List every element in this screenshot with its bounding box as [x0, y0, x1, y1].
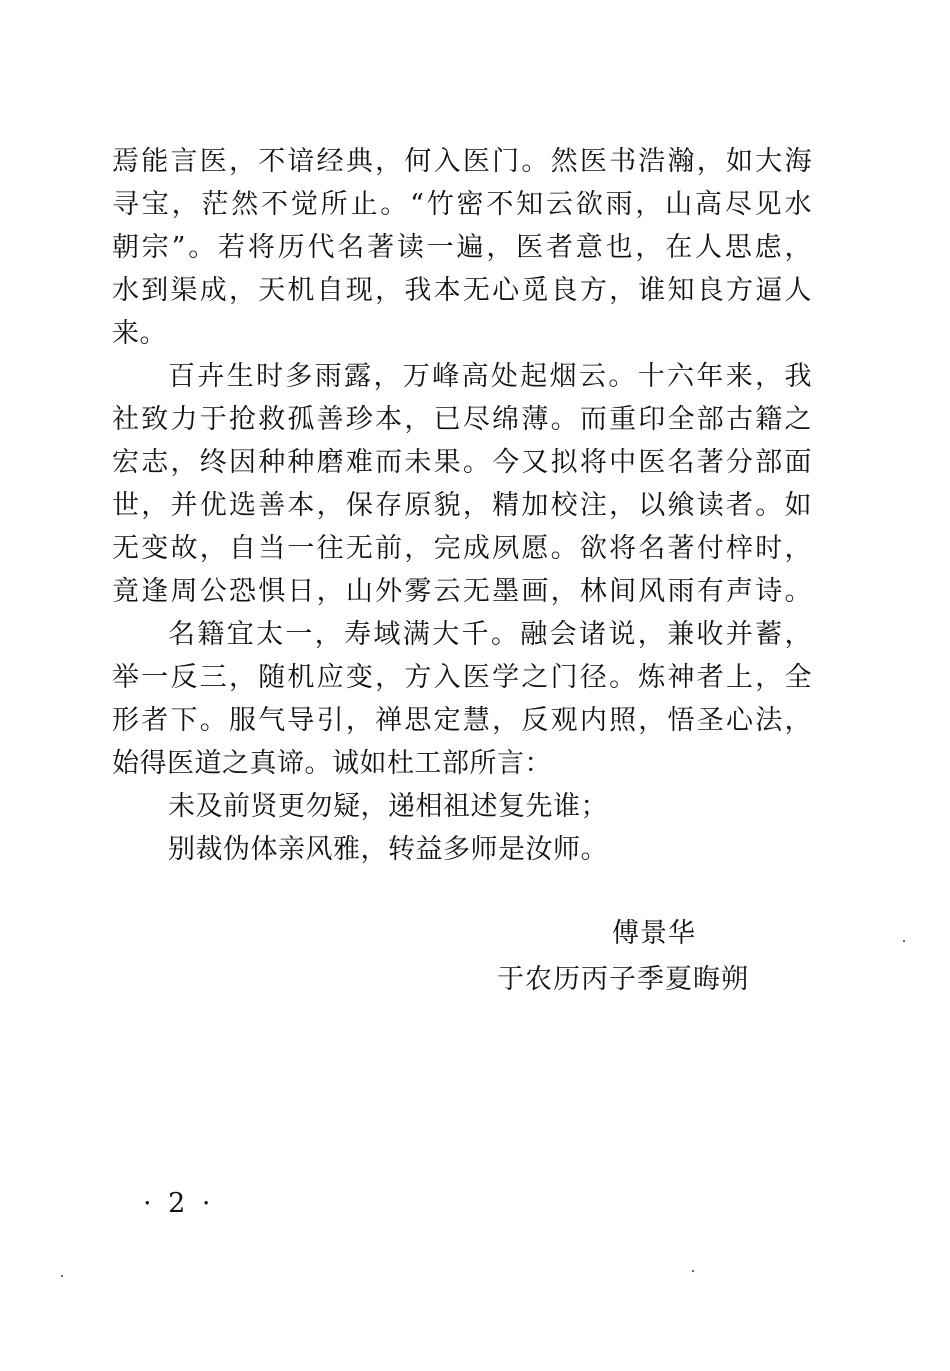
text-line: 举一反三，随机应变，方入医学之门径。炼神者上，全 — [112, 662, 812, 693]
text-line: 焉能言医，不谙经典，何入医门。然医书浩瀚，如大海 — [112, 146, 812, 177]
paragraph-3 — [112, 613, 812, 785]
text-line: 世，并优选善本，保存原貌，精加校注，以飨读者。如 — [112, 490, 812, 521]
text-line: 水到渠成，天机自现，我本无心觅良方，谁知良方逼人 — [112, 275, 812, 306]
paragraph-1 — [112, 140, 812, 355]
text-line: 寻宝，茫然不觉所止。“竹密不知云欲雨，山高尽见水 — [112, 189, 812, 220]
text-line: 名籍宜太一，寿域满大千。融会诸说，兼收并蓄， — [168, 619, 812, 650]
scan-speck — [61, 1275, 63, 1277]
scan-speck — [692, 1270, 694, 1272]
text-line: 来。 — [112, 318, 167, 349]
text-line: 竟逢周公恐惧日，山外雾云无墨画，林间风雨有声诗。 — [112, 576, 812, 607]
paragraph-2 — [112, 355, 812, 613]
poem-line: 别裁伪体亲风雅，转益多师是汝师。 — [168, 834, 608, 865]
text-line: 始得医道之真谛。诚如杜工部所言： — [112, 748, 552, 779]
author-signature: 傅景华 — [612, 918, 696, 949]
text-line: 形者下。服气导引，禅思定慧，反观内照，悟圣心法， — [112, 705, 812, 736]
text-line: 社致力于抢救孤善珍本，已尽绵薄。而重印全部古籍之 — [112, 404, 812, 435]
page-number: · 2 · — [143, 1188, 215, 1219]
poem-line: 未及前贤更勿疑，递相祖述复先谁； — [168, 791, 608, 822]
text-line: 朝宗”。若将历代名著读一遍，医者意也，在人思虑， — [112, 232, 812, 263]
preface-body — [112, 140, 812, 871]
quoted-poem — [112, 785, 812, 871]
text-line: 宏志，终因种种磨难而未果。今又拟将中医名著分部面 — [112, 447, 812, 478]
text-line: 无变故，自当一往无前，完成夙愿。欲将名著付梓时， — [112, 533, 812, 564]
scan-speck — [903, 940, 905, 942]
text-line: 百卉生时多雨露，万峰高处起烟云。十六年来，我 — [168, 361, 812, 392]
signature-date: 于农历丙子季夏晦朔 — [497, 964, 749, 995]
